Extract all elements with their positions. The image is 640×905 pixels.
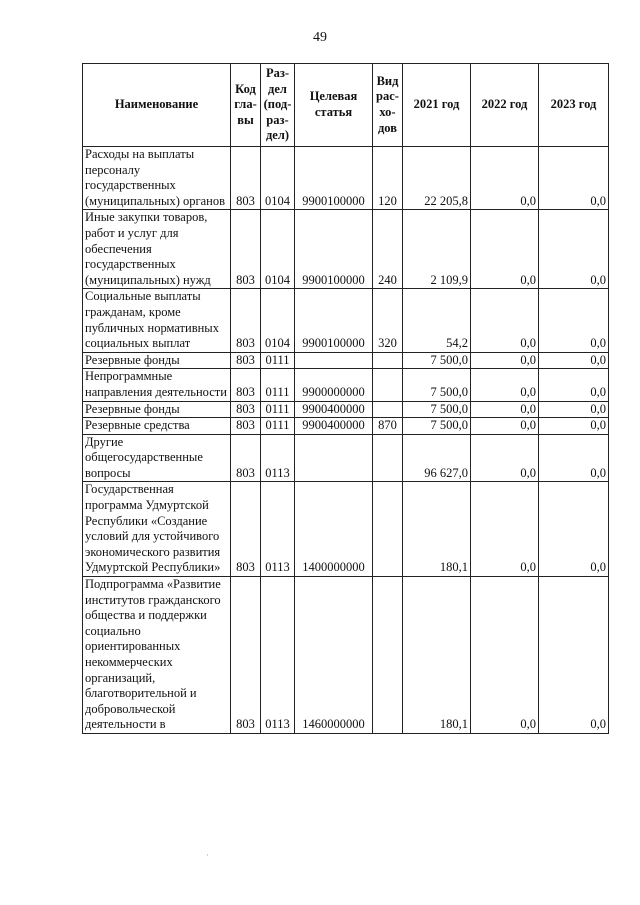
cell-y2022: 0,0 — [471, 289, 539, 352]
cell-y2022: 0,0 — [471, 434, 539, 482]
header-2023: 2023 год — [539, 64, 609, 147]
cell-section: 0104 — [261, 147, 295, 210]
table-row — [83, 210, 609, 289]
cell-exptype: 120 — [373, 147, 403, 210]
cell-article — [295, 352, 373, 369]
cell-article: 9900100000 — [295, 289, 373, 352]
cell-section: 0111 — [261, 352, 295, 369]
header-section: Раз- дел (под- раз- дел) — [261, 64, 295, 147]
table-row — [83, 577, 609, 734]
table-row — [83, 352, 609, 369]
cell-y2022: 0,0 — [471, 482, 539, 577]
cell-article — [295, 434, 373, 482]
cell-section: 0113 — [261, 434, 295, 482]
cell-code: 803 — [231, 418, 261, 435]
cell-name: Подпрограмма «Развитие институтов гражданского общества и поддержки социально ориентированных некоммерческих организаций, благотворительной и добровольческой деятельности в — [83, 577, 231, 734]
cell-y2021: 7 500,0 — [403, 369, 471, 401]
cell-section: 0111 — [261, 418, 295, 435]
cell-y2022: 0,0 — [471, 147, 539, 210]
cell-code: 803 — [231, 147, 261, 210]
cell-name: Другие общегосударственные вопросы — [83, 434, 231, 482]
cell-y2022: 0,0 — [471, 210, 539, 289]
cell-exptype — [373, 352, 403, 369]
cell-y2022: 0,0 — [471, 401, 539, 418]
cell-name: Иные закупки товаров, работ и услуг для обеспечения государственных (муниципальных) нужд — [83, 210, 231, 289]
cell-y2021: 54,2 — [403, 289, 471, 352]
header-name: Наименование — [83, 64, 231, 147]
scan-mark: · — [206, 850, 209, 860]
header-article: Целевая статья — [295, 64, 373, 147]
cell-y2021: 96 627,0 — [403, 434, 471, 482]
cell-article: 1400000000 — [295, 482, 373, 577]
cell-y2021: 7 500,0 — [403, 401, 471, 418]
cell-y2023: 0,0 — [539, 352, 609, 369]
cell-section: 0111 — [261, 369, 295, 401]
table-row — [83, 401, 609, 418]
table-row — [83, 418, 609, 435]
cell-code: 803 — [231, 369, 261, 401]
cell-code: 803 — [231, 577, 261, 734]
cell-name: Непрограммные направления деятельности — [83, 369, 231, 401]
cell-y2021: 22 205,8 — [403, 147, 471, 210]
cell-y2021: 7 500,0 — [403, 418, 471, 435]
cell-name: Государственная программа Удмуртской Республики «Создание условий для устойчивого экономического развития Удмуртской Республики» — [83, 482, 231, 577]
table-row — [83, 482, 609, 577]
cell-code: 803 — [231, 352, 261, 369]
header-row — [83, 64, 609, 147]
cell-y2023: 0,0 — [539, 289, 609, 352]
cell-y2021: 7 500,0 — [403, 352, 471, 369]
cell-y2023: 0,0 — [539, 418, 609, 435]
cell-article: 9900100000 — [295, 210, 373, 289]
cell-name: Расходы на выплаты персоналу государственных (муниципальных) органов — [83, 147, 231, 210]
cell-code: 803 — [231, 482, 261, 577]
cell-section: 0113 — [261, 482, 295, 577]
cell-section: 0104 — [261, 289, 295, 352]
cell-y2022: 0,0 — [471, 369, 539, 401]
cell-y2021: 180,1 — [403, 482, 471, 577]
cell-exptype — [373, 369, 403, 401]
cell-name: Резервные фонды — [83, 352, 231, 369]
cell-article: 1460000000 — [295, 577, 373, 734]
cell-code: 803 — [231, 210, 261, 289]
cell-y2023: 0,0 — [539, 434, 609, 482]
page-number: 49 — [313, 30, 327, 45]
cell-y2023: 0,0 — [539, 210, 609, 289]
cell-exptype — [373, 577, 403, 734]
cell-y2022: 0,0 — [471, 577, 539, 734]
header-2021: 2021 год — [403, 64, 471, 147]
budget-table — [82, 63, 609, 734]
cell-exptype: 240 — [373, 210, 403, 289]
table-row — [83, 289, 609, 352]
header-2022: 2022 год — [471, 64, 539, 147]
cell-name: Резервные фонды — [83, 401, 231, 418]
cell-y2023: 0,0 — [539, 369, 609, 401]
cell-exptype: 320 — [373, 289, 403, 352]
cell-y2022: 0,0 — [471, 418, 539, 435]
cell-section: 0111 — [261, 401, 295, 418]
cell-name: Резервные средства — [83, 418, 231, 435]
header-code: Код гла- вы — [231, 64, 261, 147]
cell-y2023: 0,0 — [539, 482, 609, 577]
table-row — [83, 369, 609, 401]
cell-article: 9900100000 — [295, 147, 373, 210]
cell-article: 9900400000 — [295, 401, 373, 418]
cell-code: 803 — [231, 401, 261, 418]
cell-exptype — [373, 401, 403, 418]
cell-exptype — [373, 482, 403, 577]
cell-y2023: 0,0 — [539, 147, 609, 210]
cell-y2022: 0,0 — [471, 352, 539, 369]
cell-article: 9900000000 — [295, 369, 373, 401]
cell-y2021: 180,1 — [403, 577, 471, 734]
cell-name: Социальные выплаты гражданам, кроме публичных нормативных социальных выплат — [83, 289, 231, 352]
table-row — [83, 147, 609, 210]
table-row — [83, 434, 609, 482]
cell-y2023: 0,0 — [539, 577, 609, 734]
cell-code: 803 — [231, 289, 261, 352]
cell-exptype — [373, 434, 403, 482]
cell-section: 0113 — [261, 577, 295, 734]
cell-code: 803 — [231, 434, 261, 482]
cell-section: 0104 — [261, 210, 295, 289]
cell-exptype: 870 — [373, 418, 403, 435]
cell-y2021: 2 109,9 — [403, 210, 471, 289]
cell-article: 9900400000 — [295, 418, 373, 435]
header-exptype: Вид рас- хо- дов — [373, 64, 403, 147]
cell-y2023: 0,0 — [539, 401, 609, 418]
